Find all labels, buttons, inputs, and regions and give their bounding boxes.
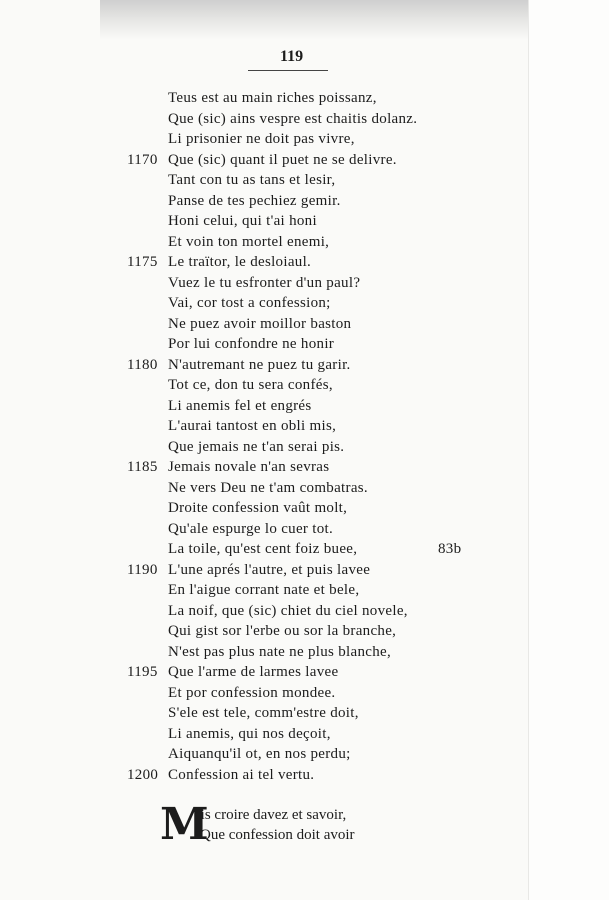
verse-text: Le traïtor, le desloiaul. [168,254,312,270]
verse-line [0,457,528,478]
verse-text: Ne vers Deu ne t'am combatras. [168,479,368,496]
verse-text: Tant con tu as tans et lesir, [168,172,336,188]
verse-line [0,437,528,458]
verse-line [0,621,528,642]
verse-text: Et por confession mondee. [168,684,336,701]
scan-shadow [100,0,530,40]
verse-text: Tot ce, don tu sera confés, [168,377,333,393]
verse-line [0,416,528,437]
line-number: 1195 [127,664,158,680]
verse-text: Panse de tes pechiez gemir. [168,192,341,209]
verse-block [0,88,528,785]
verse-text: Por lui confondre ne honir [168,336,335,352]
verse-line [0,252,528,273]
verse-text: Ne puez avoir moillor baston [168,315,352,332]
verse-text: Jemais novale n'an sevras [168,459,330,475]
stanza-line-1: ais croire davez et savoir, [194,807,347,823]
verse-text: Qu'ale espurge lo cuer tot. [168,520,334,537]
page-number: 119 [280,48,304,65]
verse-text: Que l'arme de larmes lavee [168,664,339,680]
line-number: 1185 [127,459,158,475]
page-edge [528,0,609,900]
verse-text: Que (sic) ains vespre est chaitis dolanz. [168,110,418,127]
verse-line [0,683,528,704]
verse-text: Que (sic) quant il puet ne se delivre. [168,151,397,168]
verse-text: Qui gist sor l'erbe ou sor la branche, [168,623,397,639]
verse-line [0,314,528,335]
verse-line [0,191,528,212]
verse-line [0,478,528,499]
verse-text: Li prisonier ne doit pas vivre, [168,131,355,147]
line-number: 1175 [127,254,158,270]
folio-margin-note: 83b [438,541,462,557]
verse-line [0,724,528,745]
verse-text: Et voin ton mortel enemi, [168,233,330,250]
verse-line [0,601,528,622]
verse-line [0,765,528,786]
verse-text: Aiquanqu'il ot, en nos perdu; [168,746,351,762]
header-rule [248,70,328,71]
verse-text: L'une aprés l'autre, et puis lavee [168,561,371,578]
stanza-line-2: Que confession doit avoir [200,827,355,843]
verse-line [0,396,528,417]
verse-line [0,498,528,519]
verse-line [0,519,528,540]
line-number: 1200 [127,766,159,783]
verse-line [0,129,528,150]
verse-line [0,334,528,355]
verse-text: N'est pas plus nate ne plus blanche, [168,643,392,660]
verse-text: Vai, cor tost a confession; [168,295,331,311]
line-number: 1170 [127,151,158,168]
verse-text: Honi celui, qui t'ai honi [168,213,317,229]
verse-line [0,170,528,191]
line-number: 1180 [127,356,158,373]
verse-text: En l'aigue corrant nate et bele, [168,582,360,598]
verse-line [0,211,528,232]
verse-line [0,642,528,663]
verse-text: Vuez le tu esfronter d'un paul? [168,274,361,291]
verse-line [0,355,528,376]
verse-line [0,703,528,724]
line-number: 1190 [127,561,158,578]
verse-text: L'aurai tantost en obli mis, [168,418,337,434]
verse-text: Confession ai tel vertu. [168,766,315,783]
verse-text: Teus est au main riches poissanz, [168,90,377,106]
verse-line [0,273,528,294]
verse-line [0,88,528,109]
verse-line [0,662,528,683]
verse-line [0,539,528,560]
verse-line [0,580,528,601]
verse-text: Li anemis fel et engrés [168,397,312,414]
verse-line [0,293,528,314]
verse-text: N'autremant ne puez tu garir. [168,356,351,373]
verse-text: La toile, qu'est cent foiz buee, [168,541,358,557]
verse-text: S'ele est tele, comm'estre doit, [168,705,359,721]
drop-cap: M [160,799,209,850]
verse-line [0,744,528,765]
verse-text: Li anemis, qui nos deçoit, [168,725,331,742]
verse-text: La noif, que (sic) chiet du ciel novele, [168,602,408,619]
verse-line [0,232,528,253]
verse-line [0,375,528,396]
verse-text: Que jemais ne t'an serai pis. [168,438,345,455]
verse-line [0,560,528,581]
verse-line [0,150,528,171]
verse-text: Droite confession vaût molt, [168,500,348,516]
verse-line [0,109,528,130]
